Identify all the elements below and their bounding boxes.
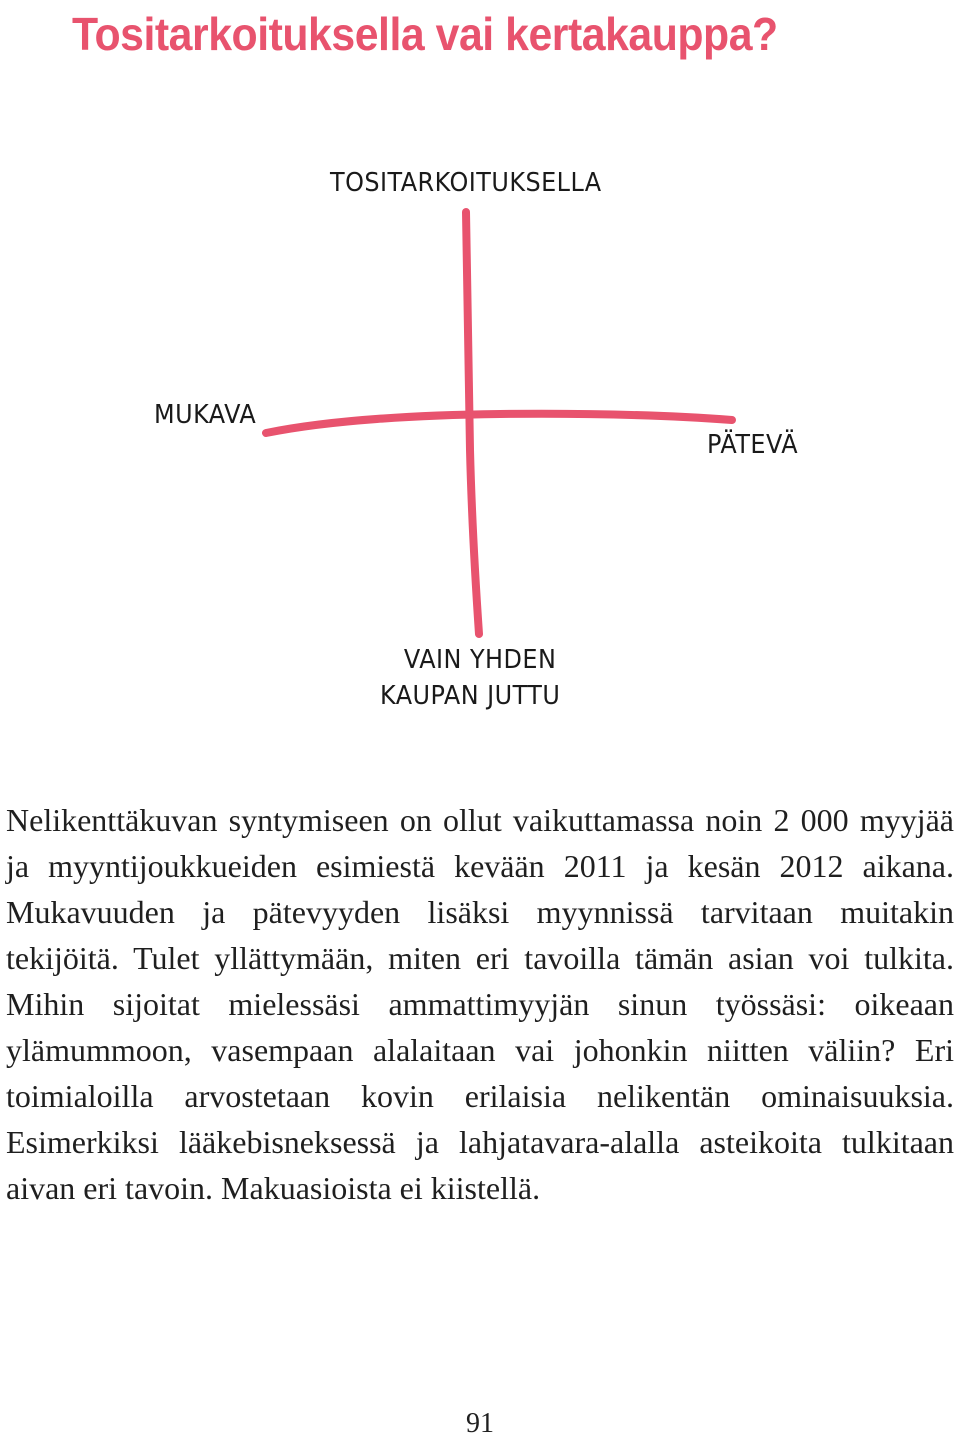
- axis-label-right: PÄTEVÄ: [707, 430, 799, 460]
- vertical-axis: [466, 212, 479, 634]
- body-paragraph: Nelikenttäkuvan syntymiseen on ollut vaikuttamassa noin 2 000 myyjää ja myyntijoukkueiden esimiestä kevään 2011 ja kesän 2012 aikana. Mukavuuden ja pätevyyden lisäksi myynnissä tarvitaan muitakin tekijöitä. Tulet yllättymään, miten eri tavoilla tämän asian voi tulkita. Mihin sijoitat mielessäsi ammattimyyjän sinun työssäsi: oikeaan ylämummoon, vasempaan alalaitaan vai johonkin niitten väliin? Eri toimialoilla arvostetaan kovin erilaisia nelikentän ominaisuuksia. Esimerkiksi lääkebisneksessä ja lahjatavara-alalla asteikoita tulkitaan aivan eri tavoin. Makuasioista ei kiistellä.: [6, 802, 954, 1206]
- axis-label-bottom-line1: VAIN YHDEN: [403, 645, 557, 675]
- axis-label-top: TOSITARKOITUKSELLA: [330, 168, 602, 198]
- axis-label-bottom: [380, 642, 560, 714]
- horizontal-axis: [266, 414, 732, 433]
- page-title: Tositarkoituksella vai kertakauppa?: [72, 8, 778, 60]
- axis-label-bottom-line2: KAUPAN JUTTU: [380, 681, 561, 711]
- axis-label-left: MUKAVA: [154, 400, 257, 430]
- page-number: 91: [466, 1408, 494, 1439]
- quadrant-diagram: [0, 150, 960, 730]
